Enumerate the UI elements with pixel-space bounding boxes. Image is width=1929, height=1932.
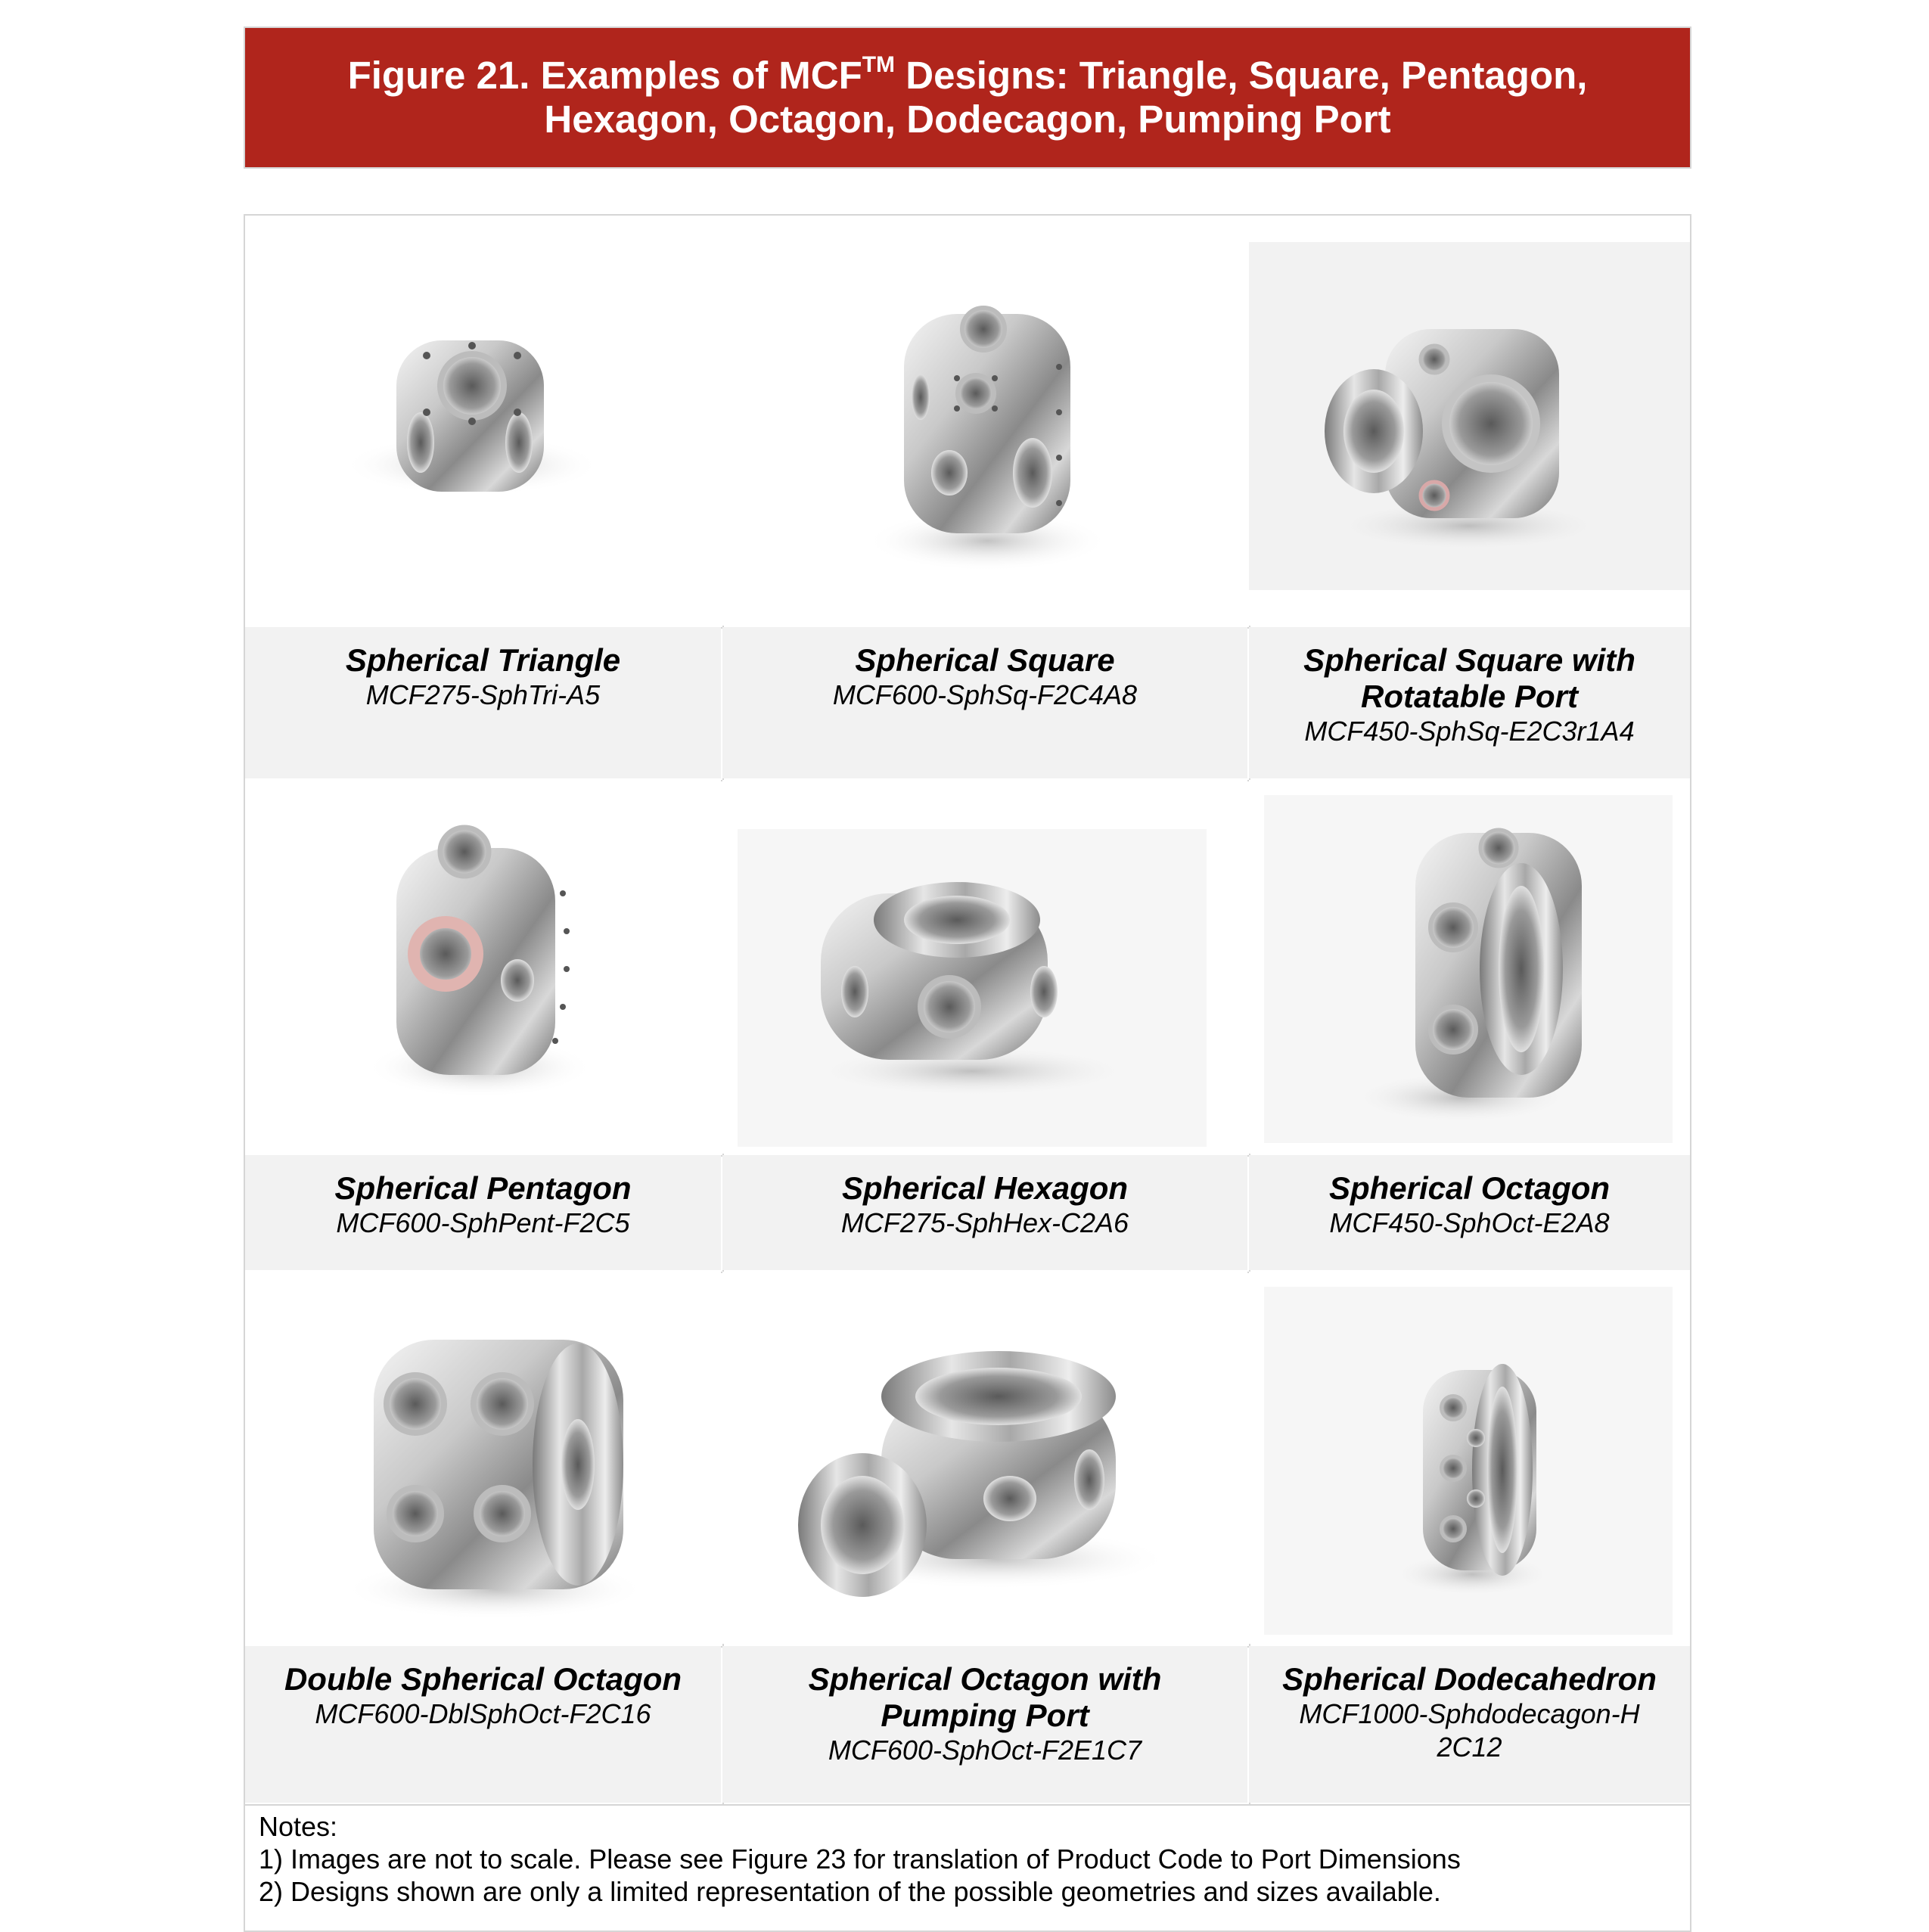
- caption-cell: [1249, 1155, 1690, 1270]
- caption-cell: [245, 1646, 721, 1803]
- product-code: MCF600-SphOct-F2E1C7: [828, 1735, 1142, 1766]
- caption-cell: [1249, 1646, 1690, 1803]
- product-name: Double Spherical Octagon: [284, 1661, 682, 1697]
- figure-title-banner: [244, 26, 1691, 169]
- product-image-spherical-octagon-with-pumping-port: [722, 1272, 1247, 1644]
- product-name: Spherical Square with Rotatable Port: [1303, 642, 1635, 714]
- product-name: Spherical Octagon: [1328, 1170, 1611, 1206]
- product-name: Spherical Dodecahedron: [1282, 1661, 1657, 1697]
- grid-divider: [245, 1804, 1690, 1806]
- product-image-spherical-dodecahedron: [1249, 1272, 1690, 1644]
- product-name: Spherical Octagon with Pumping Port: [808, 1661, 1162, 1733]
- trademark-mark: TM: [862, 52, 896, 77]
- product-image-double-spherical-octagon: [245, 1272, 721, 1644]
- product-name: Spherical Square: [855, 642, 1115, 678]
- caption-cell: [722, 1646, 1247, 1803]
- figure-title-prefix: Figure 21. Examples of MCF: [347, 54, 862, 97]
- product-code: MCF450-SphOct-E2A8: [1329, 1207, 1610, 1238]
- caption-cell: [245, 1155, 721, 1270]
- product-name: Spherical Pentagon: [334, 1170, 632, 1206]
- caption-cell: [1249, 627, 1690, 778]
- product-name: Spherical Hexagon: [841, 1170, 1129, 1206]
- product-image-spherical-octagon: [1249, 780, 1690, 1154]
- figure-title-suffix: Designs: Triangle, Square, Pentagon,: [895, 54, 1588, 97]
- product-code: MCF275-SphTri-A5: [365, 679, 601, 710]
- product-code: MCF275-SphHex-C2A6: [840, 1207, 1129, 1238]
- product-image-spherical-hexagon: [722, 780, 1247, 1154]
- notes-heading: Notes:: [259, 1811, 338, 1842]
- note-item: 2) Designs shown are only a limited representation of the possible geometries and sizes available.: [259, 1876, 1441, 1907]
- product-code: MCF600-SphPent-F2C5: [336, 1207, 630, 1238]
- product-image-spherical-triangle: [245, 216, 721, 626]
- figure-title-line-2: Hexagon, Octagon, Dodecagon, Pumping Port: [544, 98, 1391, 141]
- product-code: MCF1000-Sphdodecagon-H2C12: [1299, 1698, 1640, 1763]
- figure-title-line-1: [348, 54, 1588, 98]
- product-code: MCF450-SphSq-E2C3r1A4: [1304, 716, 1635, 747]
- caption-cell: [722, 627, 1247, 778]
- product-name: Spherical Triangle: [345, 642, 621, 678]
- product-image-spherical-square: [722, 216, 1247, 626]
- note-item: 1) Images are not to scale. Please see Figure 23 for translation of Product Code to Port Dimensions: [259, 1843, 1461, 1875]
- product-image-spherical-square-with-rotatable-port: [1249, 216, 1690, 626]
- product-image-spherical-pentagon: [245, 780, 721, 1154]
- product-code: MCF600-SphSq-F2C4A8: [832, 679, 1138, 710]
- product-code: MCF600-DblSphOct-F2C16: [315, 1698, 651, 1729]
- caption-cell: [245, 627, 721, 778]
- caption-cell: [722, 1155, 1247, 1270]
